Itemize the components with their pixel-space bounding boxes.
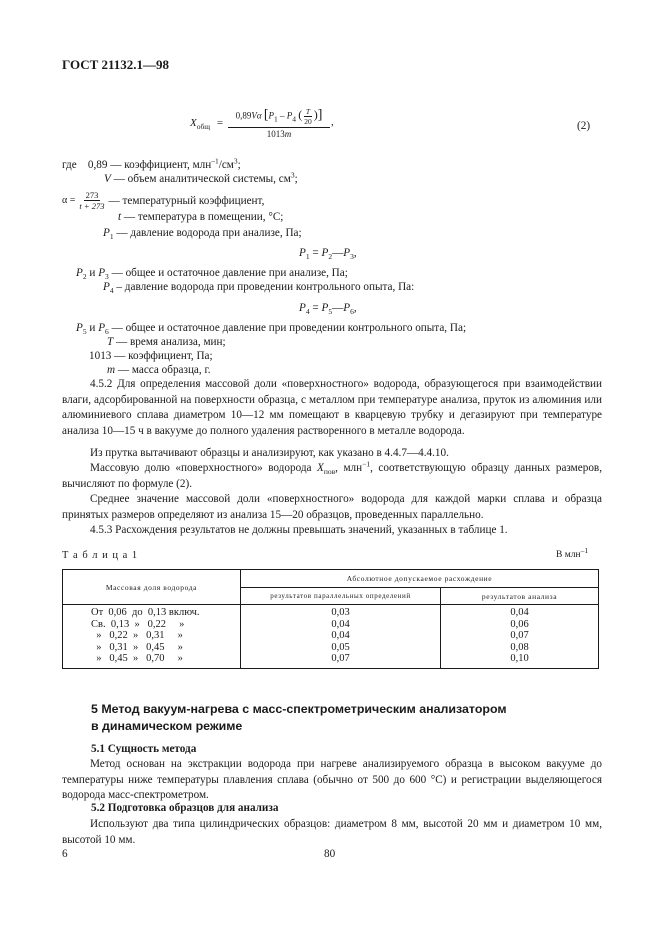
para-4-5-3: 4.5.3 Расхождения результатов не должны превышать значений, указанных в таблице 1. <box>90 524 508 536</box>
def-coef-089: где 0,89 — коэффициент, $млн^{-1}/см^3$; <box>62 156 241 171</box>
para-average: Среднее значение массовой доли «поверхностного» водорода для каждой марки сплава и образца принятых размеров определяют из анализа 15—20 образцов, проведенных параллельно. <box>62 493 602 521</box>
section-5-2-text: Используют два типа цилиндрических образцов: диаметром 8 мм, высотой 20 мм и диаметром 10 мм, высотой 10 мм. <box>62 818 602 846</box>
table-row: » 0,31 » 0,45 » <box>91 641 183 653</box>
col-mass-header: Массовая доля водорода <box>63 570 241 605</box>
eq-p1: $P_1$ = $P_2—P_3$, <box>299 247 357 262</box>
col-parallel-header: результатов параллельных определений <box>241 588 441 605</box>
def-alpha: α = $\frac{273}{t + 273}$ — температурный коэффициент, <box>62 190 265 211</box>
section-5-1-title: 5.1 Сущность метода <box>91 743 197 755</box>
formula-2: $X_{общ}$ = 0,89Vα [$P_1 - P_4$ ( $\frac{T}{20}$ )] 1013m , <box>190 107 334 139</box>
def-1013: 1013 — коэффициент, Па; <box>89 350 213 362</box>
def-volume: V — объем аналитической системы, $см^3$; <box>104 170 298 185</box>
def-p4: $P_4$ – давление водорода при проведении контрольного опыта, Па: <box>103 281 415 296</box>
formula-lhs: X <box>190 117 197 129</box>
table-unit: В млн$^{-1}$ <box>556 545 589 560</box>
para-4-5-2: 4.5.2 Для определения массовой доли «поверхностного» водорода, образующегося при взаимодействии влаги, адсорбированной на поверхности образца, с металлом при температуре анализа, пруток из алюминия или алюминиевого сплава диаметром 10—12 мм помещают в кварцевую трубку и дегазируют при температуре анализа 10—15 ч в вакууме до полного удаления растворенного в металле водорода. <box>62 378 602 437</box>
formula-number: (2) <box>577 120 591 132</box>
formula-denominator: 1013m <box>266 129 292 139</box>
def-mass: m — масса образца, г. <box>107 364 211 376</box>
mass-ranges-cell <box>63 605 241 669</box>
eq-p4: $P_4$ = $P_5—P_6$, <box>299 302 357 317</box>
analysis-values-cell: 0,04 0,06 0,07 0,08 0,10 <box>441 605 599 669</box>
page-number-center: 80 <box>324 848 336 860</box>
def-p1: $P_1$ — давление водорода при анализе, Па; <box>103 227 302 242</box>
col-analysis-header: результатов анализа <box>441 588 599 605</box>
table-row: » 0,22 » 0,31 » <box>91 630 183 642</box>
def-time: T — время анализа, мин; <box>107 336 226 348</box>
para-mass-fraction: Массовую долю «поверхностного» водорода $X_{пов}$, млн$^{-1}$, соответствующую образцу данных размеров, вычисляют по формуле (2). <box>62 459 602 490</box>
parallel-values-cell: 0,03 0,04 0,04 0,05 0,07 <box>241 605 441 669</box>
document-header: ГОСТ 21132.1—98 <box>62 57 170 72</box>
def-p5-p6: $P_5$ и $P_6$ — общее и остаточное давление при проведении контрольного опыта, Па; <box>76 322 467 337</box>
section-5-1-text: Метод основан на экстракции водорода при нагреве анализируемого образца в высоком вакууме до температуры ниже температуры плавления сплава (обычно от 500 до 600 °С) и регистрации выделяющегося водорода масс-спектрометром. <box>62 758 602 802</box>
formula-numerator: 0,89Vα [$P_1 - P_4$ ( $\frac{T}{20}$ )] <box>228 107 330 128</box>
section-5-title: 5 Метод вакуум-нагрева с масс-спектрометрическим анализатором в динамическом режиме <box>91 702 507 733</box>
def-p2-p3: $P_2$ и $P_3$ — общее и остаточное давление при анализе, Па; <box>76 267 348 282</box>
table-row: » 0,45 » 0,70 » <box>91 653 183 665</box>
table-caption: Т а б л и ц а 1 <box>62 550 139 561</box>
page-number-left: 6 <box>62 848 68 860</box>
table-row: Св. 0,13 » 0,22 » <box>91 618 185 630</box>
def-temperature: t — температура в помещении, °С; <box>118 211 284 223</box>
section-5-2-title: 5.2 Подготовка образцов для анализа <box>91 802 279 814</box>
table-row: От 0,06 до 0,13 включ. <box>91 607 200 618</box>
table-1 <box>62 569 599 669</box>
para-prutok: Из прутка вытачивают образцы и анализируют, как указано в 4.4.7—4.4.10. <box>90 447 449 459</box>
col-allowed-header: Абсолютное допускаемое расхождение <box>241 570 599 588</box>
